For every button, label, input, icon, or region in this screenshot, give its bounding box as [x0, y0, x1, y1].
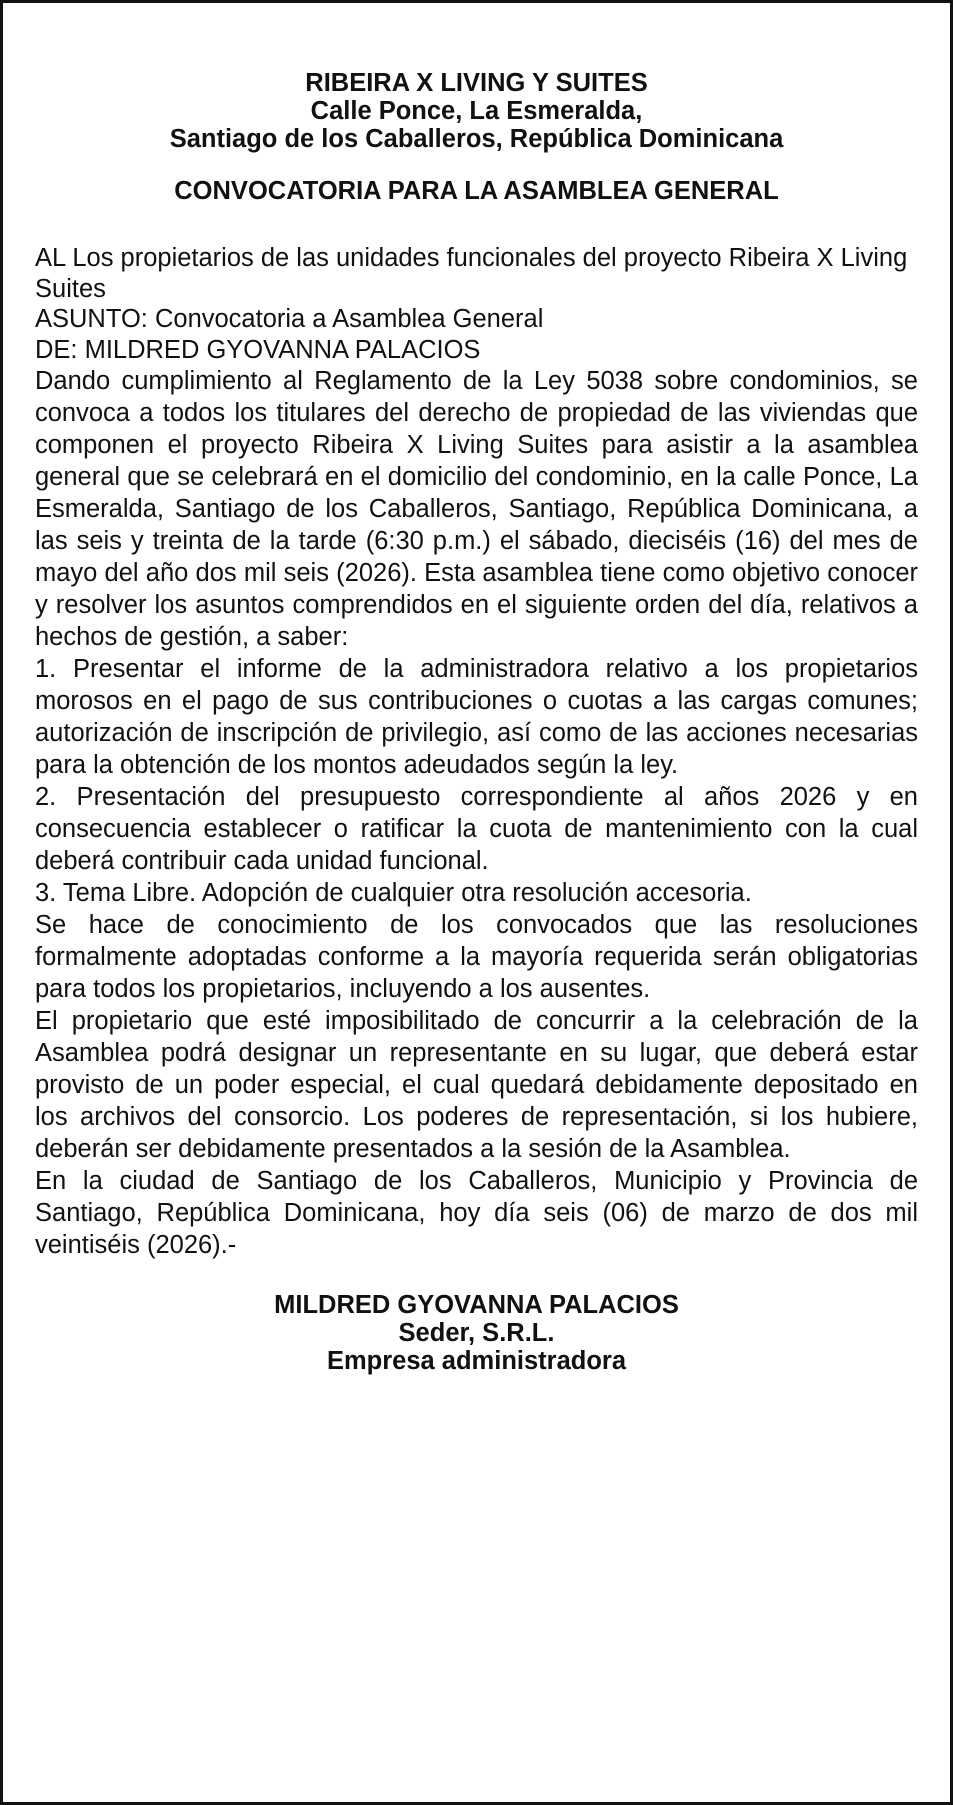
- agenda-item: 3. Tema Libre. Adopción de cualquier otra resolución accesoria.: [35, 879, 752, 907]
- signature-block: [35, 1291, 918, 1375]
- address-street: Calle Ponce, La Esmeralda,: [310, 97, 643, 125]
- address-city: Santiago de los Caballeros, República Dominicana: [169, 125, 784, 153]
- signatory-name: MILDRED GYOVANNA PALACIOS: [274, 1291, 679, 1319]
- proxy-paragraph: El propietario que esté imposibilitado de concurrir a la celebración de la Asamblea podrá designar un representante en su lugar, que deberá estar provisto de un poder especial, el cual quedará debidamente depositado en los archivos del consorcio. Los poderes de representación, si los hubiere, deberán ser debidamente presentados a la sesión de la Asamblea.: [35, 1007, 918, 1163]
- agenda-item: 1. Presentar el informe de la administradora relativo a los propietarios morosos en el pago de sus contribuciones o cuotas a las cargas comunes; autorización de inscripción de privilegio, así como de las acciones necesarias para la obtención de los montos adeudados según la ley.: [35, 655, 918, 779]
- signatory-company: Seder, S.R.L.: [398, 1319, 555, 1347]
- document-body: [35, 365, 918, 1261]
- resolutions-paragraph: Se hace de conocimiento de los convocados que las resoluciones formalmente adoptadas conforme a la mayoría requerida serán obligatorias para todos los propietarios, incluyendo a los ausentes.: [35, 911, 918, 1003]
- memo-from: DE: MILDRED GYOVANNA PALACIOS: [35, 335, 481, 364]
- document-title: CONVOCATORIA PARA LA ASAMBLEA GENERAL: [174, 177, 779, 205]
- document-header: [35, 69, 918, 153]
- agenda-list: [35, 653, 918, 909]
- agenda-item: 2. Presentación del presupuesto correspondiente al años 2026 y en consecuencia establecer o ratificar la cuota de mantenimiento con la cual deberá contribuir cada unidad funcional.: [35, 783, 918, 875]
- memo-block: [35, 243, 918, 365]
- signatory-role: Empresa administradora: [326, 1347, 627, 1375]
- intro-paragraph: Dando cumplimiento al Reglamento de la Ley 5038 sobre condominios, se convoca a todos los titulares del derecho de propiedad de las viviendas que componen el proyecto Ribeira X Living Suites para asistir a la asamblea general que se celebrará en el domicilio del condominio, en la calle Ponce, La Esmeralda, Santiago de los Caballeros, Santiago, República Dominicana, a las seis y treinta de la tarde (6:30 p.m.) el sábado, dieciséis (16) del mes de mayo del año dos mil seis (2026). Esta asamblea tiene como objetivo conocer y resolver los asuntos comprendidos en el siguiente orden del día, relativos a hechos de gestión, a saber:: [35, 367, 918, 651]
- building-name: RIBEIRA X LIVING Y SUITES: [305, 69, 648, 97]
- memo-subject: ASUNTO: Convocatoria a Asamblea General: [35, 305, 544, 333]
- closing-paragraph: En la ciudad de Santiago de los Caballeros, Municipio y Provincia de Santiago, República Dominicana, hoy día seis (06) de marzo de dos mil veintiséis (2026).-: [35, 1167, 918, 1259]
- memo-to: AL Los propietarios de las unidades funcionales del proyecto Ribeira X Living Suites: [35, 244, 908, 303]
